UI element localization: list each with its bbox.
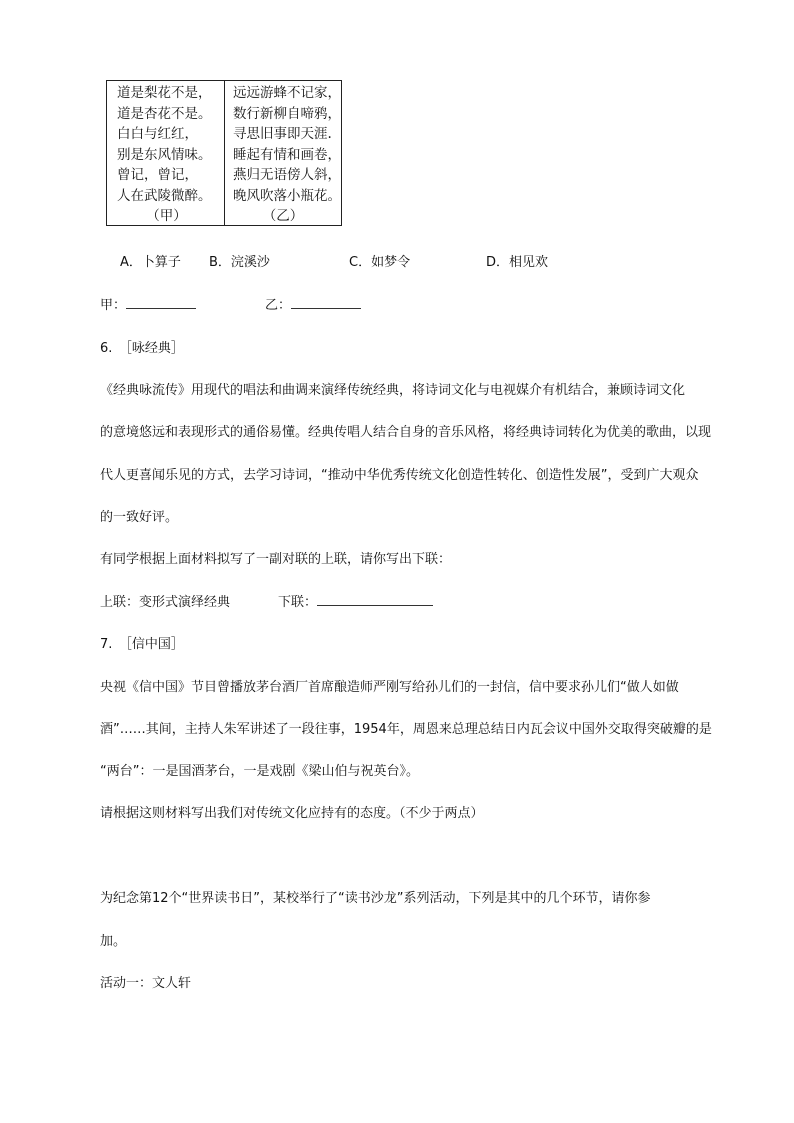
answer-jia-label: 甲： <box>100 298 127 313</box>
q6-para-line: 《经典咏流传》用现代的唱法和曲调来演绎传统经典，将诗词文化与电视媒介有机结合，兼顾诗词文化 <box>100 383 686 398</box>
answer-jia-blank[interactable] <box>126 294 196 309</box>
poem-yi <box>225 81 341 225</box>
answer-jia <box>100 294 196 313</box>
q6-lower-blank[interactable] <box>317 591 433 606</box>
poem-line: 道是杏花不是。 <box>117 105 212 122</box>
q6-para-line: 代人更喜闻乐见的方式，去学习诗词，“推动中华优秀传统文化创造性转化、创造性发展”，受到广大观众 <box>100 468 699 483</box>
poem-line: 远远游蜂不记家， <box>233 85 341 101</box>
poem-line: 数行新柳自啼鸦， <box>233 105 341 122</box>
poem-table <box>106 80 342 226</box>
q7-prompt: 请根据这则材料写出我们对传统文化应持有的态度。（不少于两点） <box>100 806 484 821</box>
q7-heading: 7. ［信中国］ <box>100 637 184 652</box>
poem-label-jia: （甲） <box>146 208 187 224</box>
poem-line: 别是东风情味。 <box>117 146 212 163</box>
poem-label-yi: （乙） <box>262 208 304 224</box>
poem-line: 曾记，曾记， <box>117 167 198 183</box>
option-b: B．浣溪沙 <box>209 255 270 270</box>
answer-yi-label: 乙： <box>265 298 292 313</box>
q6-para-line: 的意境悠远和表现形式的通俗易懂。经典传唱人结合自身的音乐风格，将经典诗词转化为优美的歌曲，以现 <box>100 425 712 440</box>
poem-line: 人在武陵微醉。 <box>117 187 212 204</box>
q6-prompt: 有同学根据上面材料拟写了一副对联的上联，请你写出下联： <box>100 552 452 567</box>
q7-para-line: 酒”……其间，主持人朱军讲述了一段往事，1954年，周恩来总理总结日内瓦会议中国外交取得突破瓣的是 <box>100 722 712 737</box>
q6-lower-couplet <box>278 591 433 610</box>
q6-lower-label: 下联： <box>278 595 318 610</box>
poem-line: 睡起有情和画卷， <box>233 146 341 163</box>
q7-para-line: “两台”：一是国酒茅台，一是戏剧《梁山伯与祝英台》。 <box>100 764 419 779</box>
q6-upper-couplet: 上联：变形式演绎经典 <box>100 595 231 610</box>
poem-line: 白白与红红， <box>117 126 198 142</box>
q7-para-line: 央视《信中国》节目曾播放茅台酒厂首席酿造师严刚写给孙儿们的一封信，信中要求孙儿们“做人如做 <box>100 680 679 695</box>
option-a: A．卜算子 <box>120 255 181 270</box>
answer-yi-blank[interactable] <box>291 294 361 309</box>
poem-jia <box>107 81 225 225</box>
poem-line: 燕归无语傍人斜， <box>233 167 341 183</box>
poem-line: 晚风吹落小瓶花。 <box>233 187 341 204</box>
activity-one-title: 活动一：文人轩 <box>100 976 192 991</box>
reading-intro-line: 为纪念第12个“世界读书日”，某校举行了“读书沙龙”系列活动，下列是其中的几个环节，请你参 <box>100 891 651 906</box>
q6-para-line: 的一致好评。 <box>100 510 179 525</box>
answer-yi <box>265 294 361 313</box>
option-c: C．如梦令 <box>349 255 411 270</box>
reading-intro-line: 加。 <box>100 934 127 949</box>
poem-line: 寻思旧事即天涯. <box>233 126 332 142</box>
poem-line: 道是梨花不是， <box>117 85 212 101</box>
q6-heading: 6. ［咏经典］ <box>100 341 184 356</box>
option-d: D．相见欢 <box>486 255 549 270</box>
